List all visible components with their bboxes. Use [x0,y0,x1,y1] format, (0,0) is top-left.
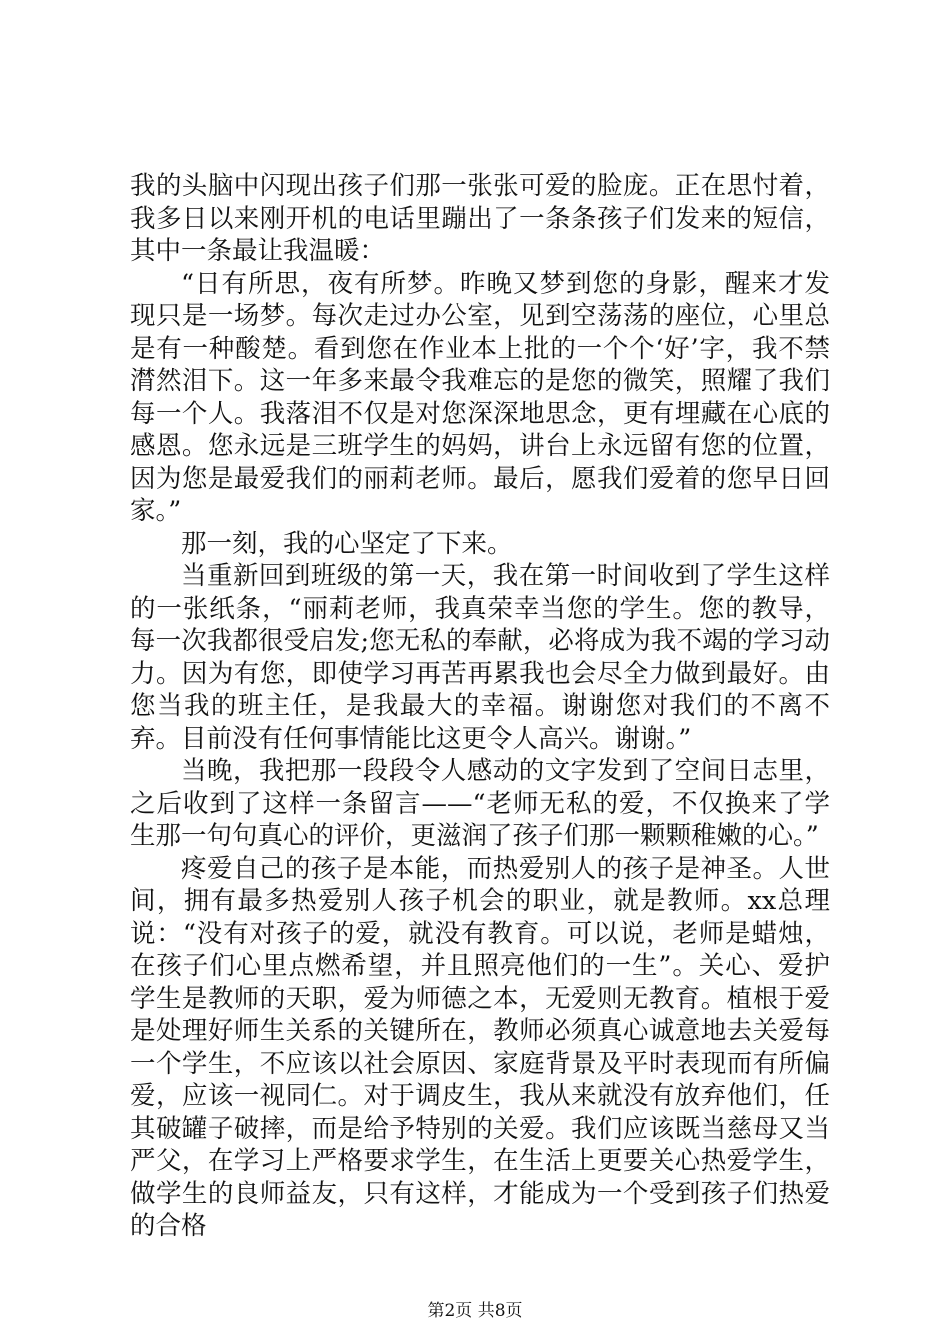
page-number: 第2页 共8页 [427,1301,523,1321]
paragraph: 当重新回到班级的第一天，我在第一时间收到了学生这样的一张纸条，“丽莉老师，我真荣幸当您的学生。您的教导，每一次我都很受启发;您无私的奉献，必将成为我不竭的学习动力。因为有您，即使学习再苦再累我也会尽全力做到最好。由您当我的班主任，是我最大的幸福。谢谢您对我们的不离不弃。目前没有任何事情能比这更令人高兴。谢谢。” [130,561,830,754]
document-body [130,170,830,1243]
paragraph: 我的头脑中闪现出孩子们那一张张可爱的脸庞。正在思忖着，我多日以来刚开机的电话里蹦出了一条条孩子们发来的短信，其中一条最让我温暖： [130,171,830,266]
paragraph: “日有所思，夜有所梦。昨晚又梦到您的身影，醒来才发现只是一场梦。每次走过办公室，见到空荡荡的座位，心里总是有一种酸楚。看到您在作业本上批的一个个‘好’字，我不禁潸然泪下。这一年多来最令我难忘的是您的微笑，照耀了我们每一个人。我落泪不仅是对您深深地思念，更有埋藏在心底的感恩。您永远是三班学生的妈妈，讲台上永远留有您的位置，因为您是最爱我们的丽莉老师。最后，愿我们爱着的您早日回家。” [130,268,830,526]
paragraph: 当晚，我把那一段段令人感动的文字发到了空间日志里，之后收到了这样一条留言——“老师无私的爱，不仅换来了学生那一句句真心的评价，更滋润了孩子们那一颗颗稚嫩的心。” [130,756,830,851]
paragraph: 疼爱自己的孩子是本能，而热爱别人的孩子是神圣。人世间，拥有最多热爱别人孩子机会的职业，就是教师。xx总理说：“没有对孩子的爱，就没有教育。可以说，老师是蜡烛，在孩子们心里点燃希望，并且照亮他们的一生”。关心、爱护学生是教师的天职，爱为师德之本，无爱则无教育。植根于爱是处理好师生关系的关键所在，教师必须真心诚意地去关爱每一个学生，不应该以社会原因、家庭背景及平时表现而有所偏爱，应该一视同仁。对于调皮生，我从来就没有放弃他们，任其破罐子破摔，而是给予特别的关爱。我们应该既当慈母又当严父，在学习上严格要求学生，在生活上更要关心热爱学生，做学生的良师益友，只有这样，才能成为一个受到孩子们热爱的合格 [130,853,830,1241]
page-footer [0,1300,950,1322]
paragraph: 那一刻，我的心坚定了下来。 [181,528,513,559]
